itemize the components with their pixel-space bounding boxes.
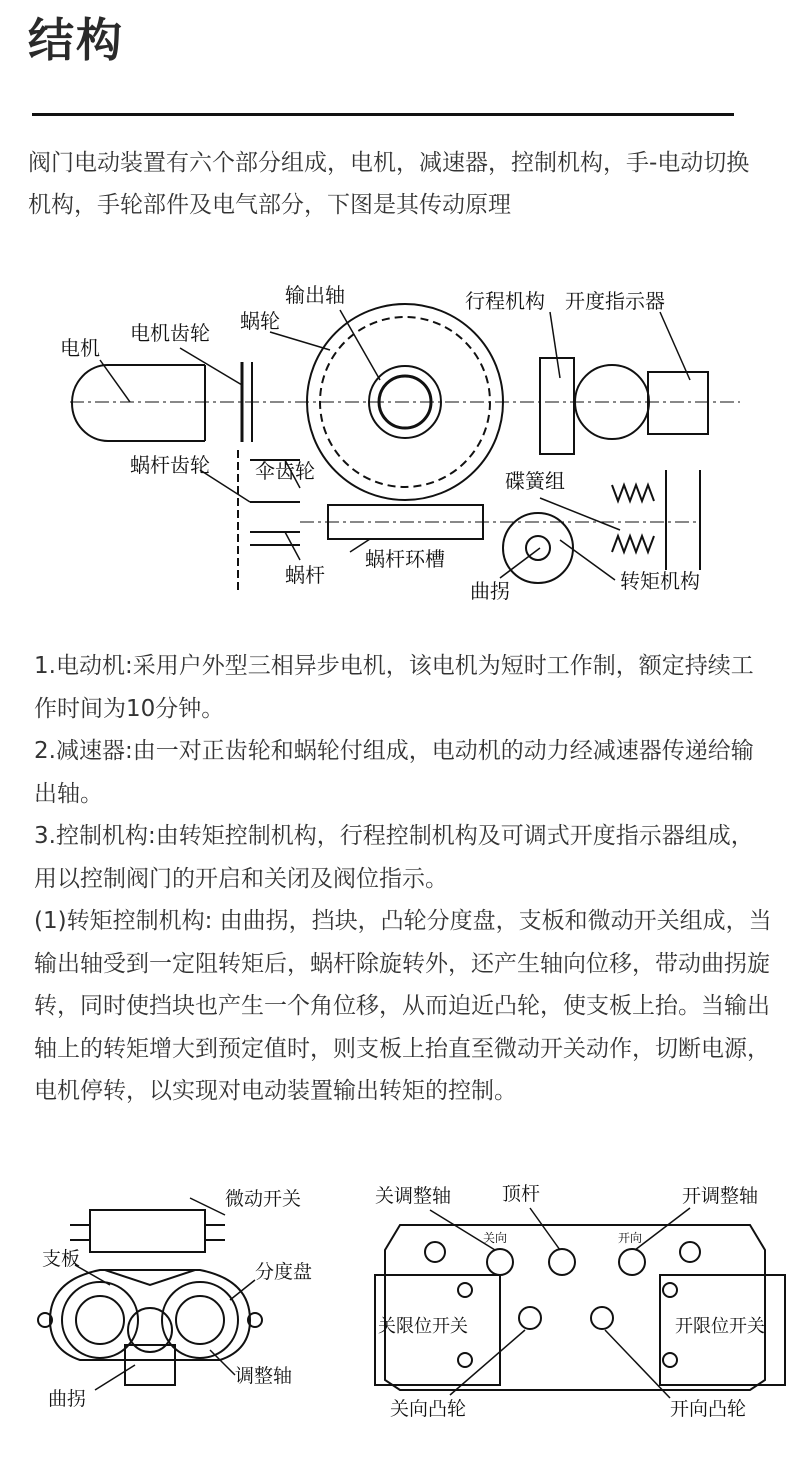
label-motor-gear: 电机齿轮 bbox=[130, 321, 210, 345]
travel-mechanism-shape bbox=[540, 358, 574, 454]
indicator-shape bbox=[648, 372, 708, 434]
label-position-indicator: 开度指示器 bbox=[565, 289, 665, 313]
label-micro-switch: 微动开关 bbox=[225, 1188, 302, 1210]
label-worm: 蜗杆 bbox=[285, 563, 325, 587]
limit-switch-diagram bbox=[370, 1170, 790, 1460]
label-motor: 电机 bbox=[60, 336, 100, 360]
label-output-shaft: 输出轴 bbox=[285, 283, 345, 307]
label-close-adjust-shaft: 关调整轴 bbox=[375, 1185, 452, 1207]
label-worm-wheel: 蜗轮 bbox=[240, 309, 280, 333]
label-open-cam: 开向凸轮 bbox=[670, 1398, 747, 1420]
label-close-limit-switch: 关限位开关 bbox=[378, 1316, 468, 1337]
page-title: 结构 bbox=[28, 13, 124, 67]
label-bevel-gear: 伞齿轮 bbox=[255, 459, 315, 483]
micro-switch-shape bbox=[90, 1210, 205, 1252]
crank-shape bbox=[503, 513, 573, 583]
close-cam-shape bbox=[519, 1307, 541, 1329]
description-body bbox=[34, 645, 774, 1113]
index-plate-right-shape bbox=[162, 1282, 238, 1358]
transmission-diagram bbox=[0, 270, 800, 630]
label-crank: 曲拐 bbox=[470, 579, 510, 603]
index-plate-left-shape bbox=[62, 1282, 138, 1358]
label-worm-gear: 蜗杆齿轮 bbox=[130, 453, 210, 477]
label-support-plate: 支板 bbox=[42, 1248, 81, 1270]
label-open-adjust-shaft: 开调整轴 bbox=[682, 1185, 759, 1207]
label-index-plate: 分度盘 bbox=[255, 1261, 313, 1283]
paragraph-motor: 1.电动机:采用户外型三相异步电机，该电机为短时工作制，额定持续工作时间为10分钟。 bbox=[34, 653, 754, 722]
label-worm-groove: 蜗杆环槽 bbox=[365, 547, 445, 571]
open-cam-shape bbox=[591, 1307, 613, 1329]
paragraph-torque-control: (1)转矩控制机构: 由曲拐，挡块，凸轮分度盘，支板和微动开关组成，当输出轴受到一定阻转矩后，蜗杆除旋转外，还产生轴向位移，带动曲拐旋转，同时使挡块也产生一个角位移，从而迫近凸轮，使支板上抬。当输出轴上的转矩增大到预定值时，则支板上抬直至微动开关动作，切断电源，电机停转，以实现对电动装置输出转矩的控制。 bbox=[34, 908, 772, 1104]
label-adjust-shaft: 调整轴 bbox=[235, 1365, 293, 1387]
motor-shape bbox=[72, 365, 205, 441]
intro-text: 阀门电动装置有六个部分组成，电机，减速器，控制机构，手-电动切换机构，手轮部件及电气部分，下图是其传动原理 bbox=[28, 150, 750, 218]
label-open-dir: 开向 bbox=[618, 1231, 643, 1245]
label-open-limit-switch: 开限位开关 bbox=[675, 1316, 765, 1337]
label-top-rod: 顶杆 bbox=[502, 1183, 541, 1205]
torque-control-diagram bbox=[30, 1170, 330, 1460]
label-close-dir: 关向 bbox=[483, 1231, 508, 1245]
paragraph-reducer: 2.减速器:由一对正齿轮和蜗轮付组成，电动机的动力经减速器传递给输出轴。 bbox=[34, 738, 754, 807]
paragraph-control: 3.控制机构:由转矩控制机构，行程控制机构及可调式开度指示器组成，用以控制阀门的开启和关闭及阀位指示。 bbox=[34, 823, 754, 892]
label-torque-mech: 转矩机构 bbox=[620, 569, 700, 593]
label-travel-mech: 行程机构 bbox=[465, 289, 545, 313]
label-disc-spring: 碟簧组 bbox=[505, 469, 565, 493]
title-divider bbox=[32, 113, 734, 116]
label-close-cam: 关向凸轮 bbox=[390, 1398, 467, 1420]
label-crank-2: 曲拐 bbox=[48, 1388, 87, 1410]
